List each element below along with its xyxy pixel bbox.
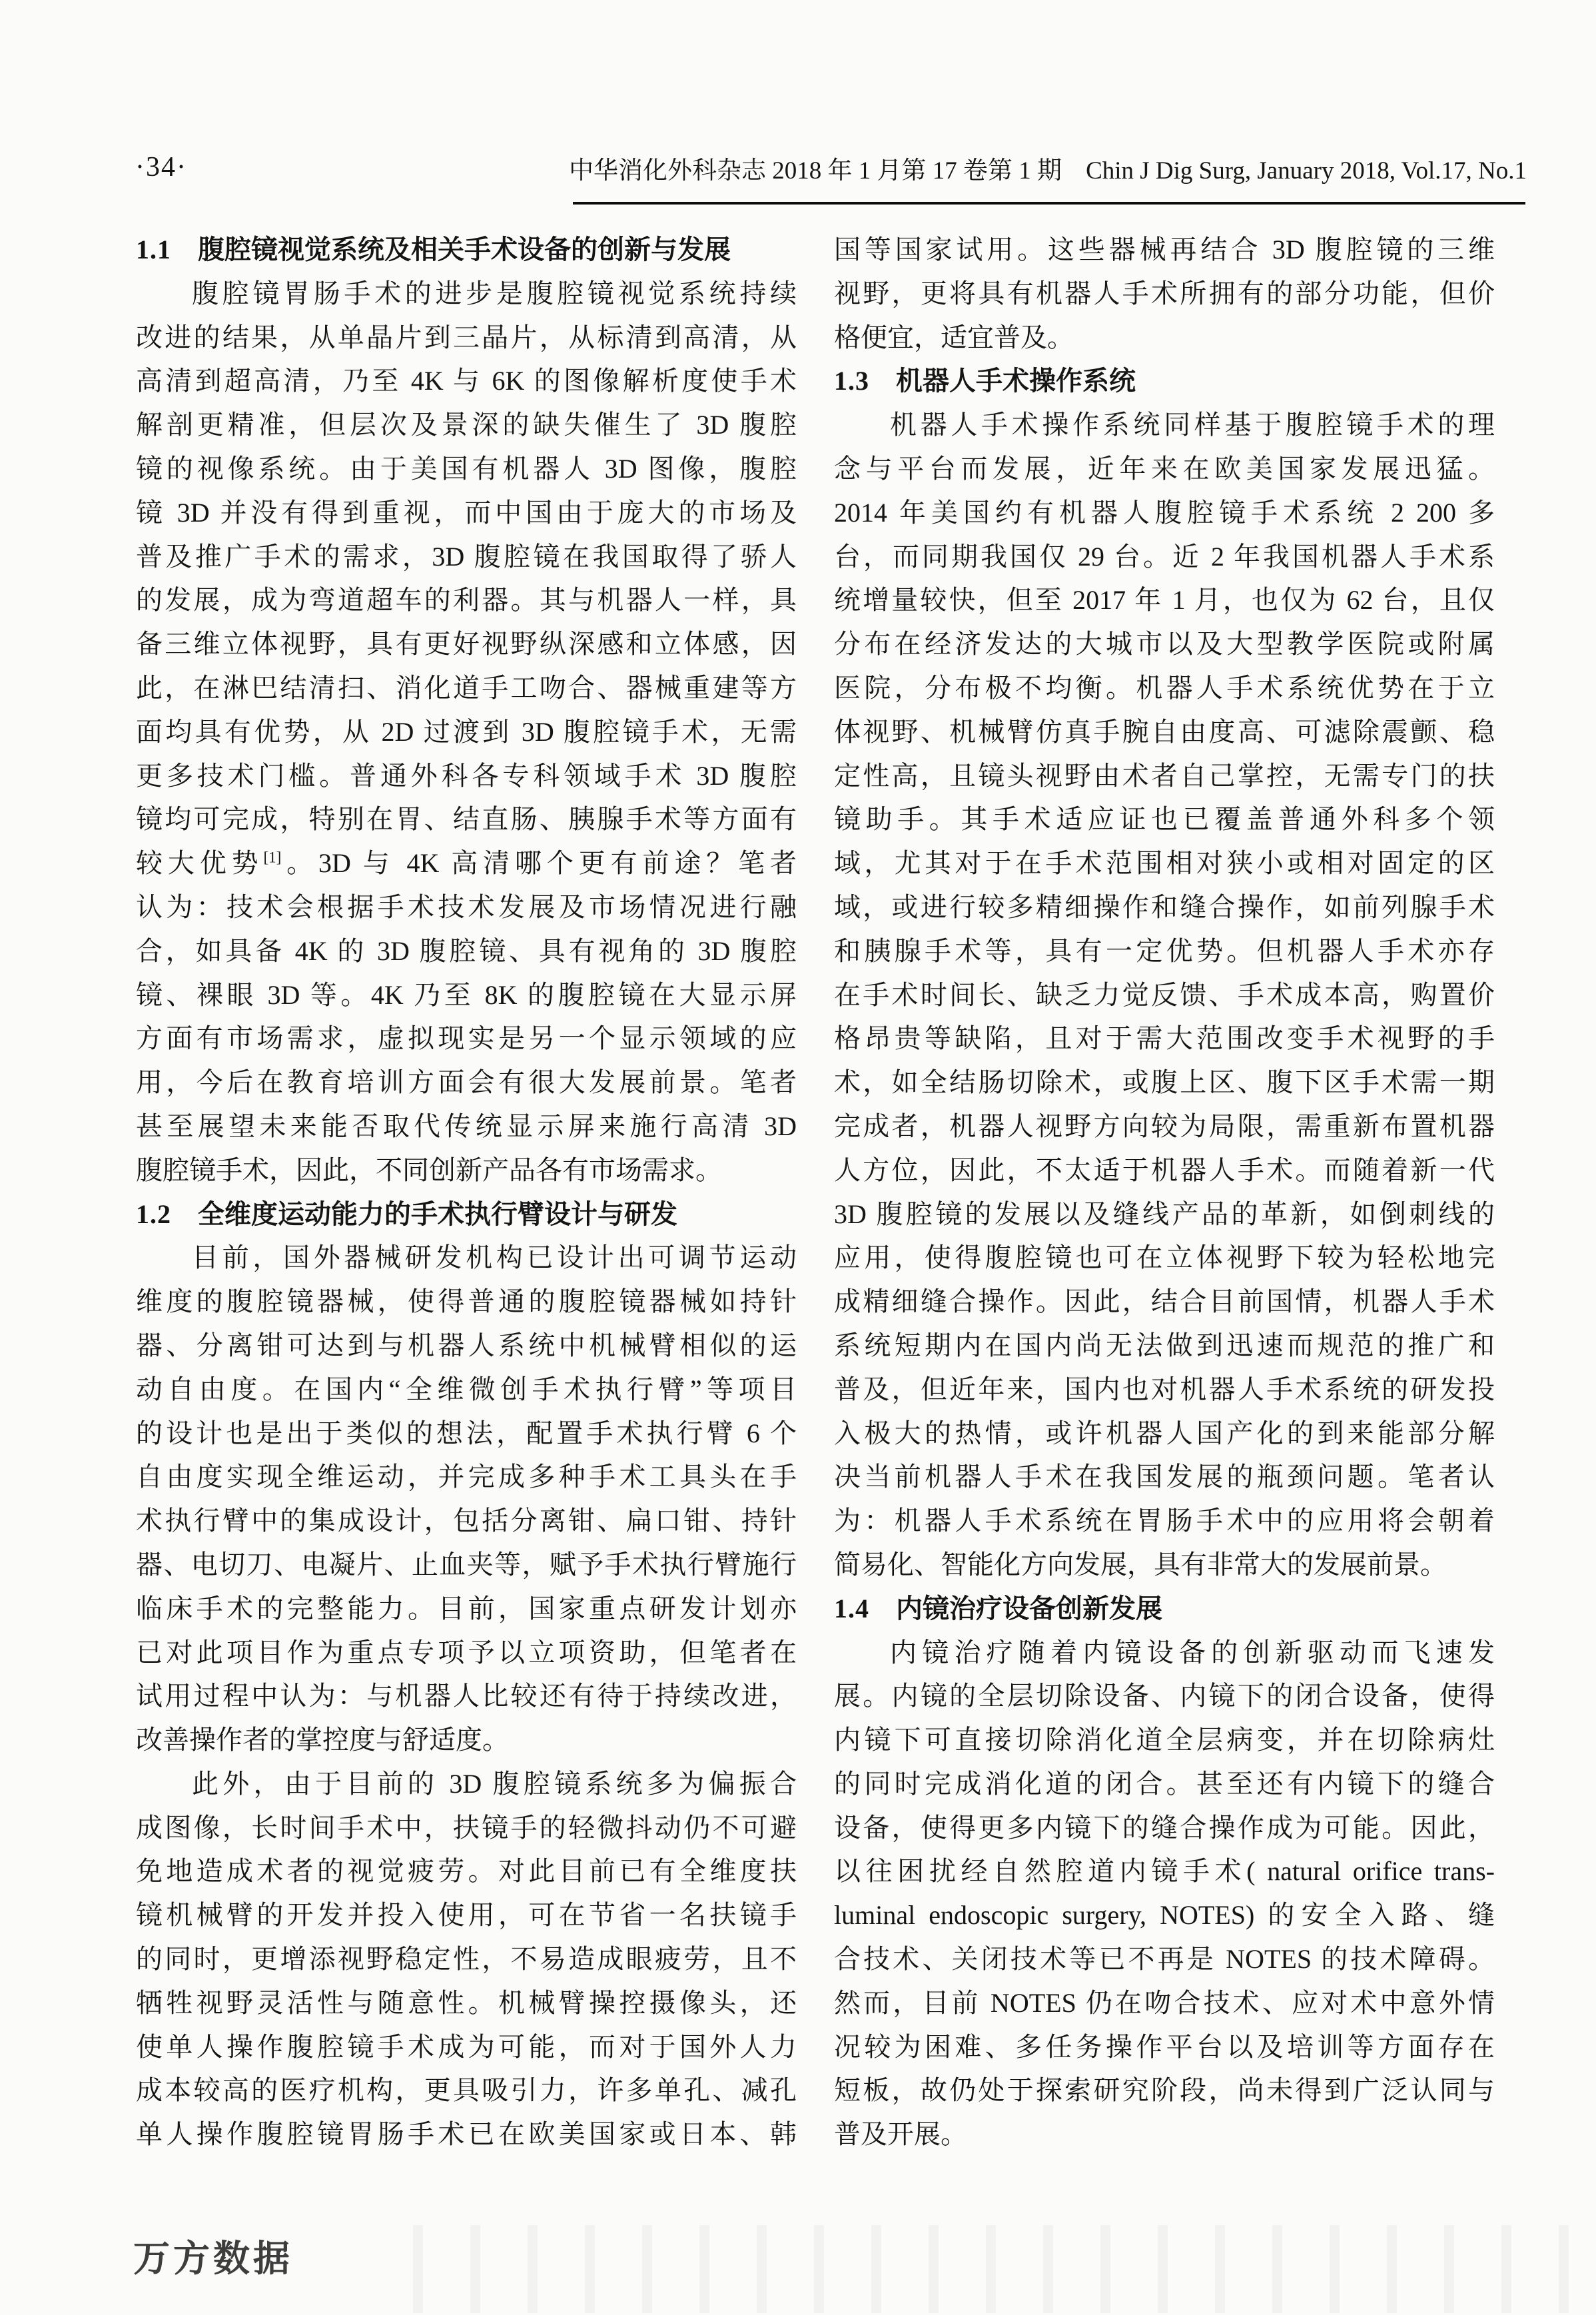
- text-line: 视野，更将具有机器人手术所拥有的部分功能，但价: [834, 278, 1495, 308]
- text-line: 改善操作者的掌控度与舒适度。: [136, 1725, 509, 1755]
- text-line: 此外，由于目前的 3D 腹腔镜系统多为偏振合: [192, 1768, 797, 1799]
- text-line: 完成者，机器人视野方向较为局限，需重新布置机器: [834, 1111, 1495, 1141]
- text-line: 单人操作腹腔镜胃肠手术已在欧美国家或日本、韩: [136, 2119, 797, 2150]
- text-line: 面均具有优势，从 2D 过渡到 3D 腹腔镜手术，无需: [136, 716, 797, 747]
- text-line: 改进的结果，从单晶片到三晶片，从标清到高清，从: [136, 322, 797, 352]
- section-title: 腹腔镜视觉系统及相关手术设备的创新与发展: [198, 234, 731, 264]
- text-line: 使单人操作腹腔镜手术成为可能，而对于国外人力: [136, 2031, 797, 2062]
- text-line: 较大优势[1]。3D 与 4K 高清哪个更有前途？笔者: [136, 848, 797, 879]
- text-line: 普及，但近年来，国内也对机器人手术系统的研发投: [834, 1374, 1495, 1404]
- text-line: 机器人手术操作系统同样基于腹腔镜手术的理: [890, 410, 1495, 440]
- text-line: 已对此项目作为重点专项予以立项资助，但笔者在: [136, 1637, 797, 1667]
- text-line: 设备，使得更多内镜下的缝合操作成为可能。因此，: [834, 1812, 1495, 1843]
- text-line: 合，如具备 4K 的 3D 腹腔镜、具有视角的 3D 腹腔: [136, 935, 797, 966]
- section-title: 内镜治疗设备创新发展: [896, 1593, 1162, 1623]
- text-line: 器、电切刀、电凝片、止血夹等，赋予手术执行臂施行: [136, 1549, 797, 1580]
- text-line: 格便宜，适宜普及。: [834, 322, 1074, 352]
- text-line: 短板，故仍处于探索研究阶段，尚未得到广泛认同与: [834, 2075, 1495, 2106]
- text-line: 更多技术门槛。普通外科各专科领域手术 3D 腹腔: [136, 760, 797, 791]
- section-heading: [834, 359, 1495, 403]
- text-line: luminal endoscopic surgery, NOTES) 的安全入路、缝: [834, 1900, 1495, 1931]
- wanfang-watermark: 万方数据: [133, 2238, 294, 2279]
- section-heading: [136, 1192, 797, 1236]
- text-line: 动自由度。在国内“全维微创手术执行臂”等项目: [136, 1374, 797, 1404]
- text-line: 国等国家试用。这些器械再结合 3D 腹腔镜的三维: [834, 234, 1495, 264]
- article-body: [136, 228, 1495, 2156]
- text-line: 镜 3D 并没有得到重视，而中国由于庞大的市场及: [136, 497, 797, 528]
- text-line: 域，或进行较多精细操作和缝合操作，如前列腺手术: [834, 891, 1495, 922]
- text-line: 镜、裸眼 3D 等。4K 乃至 8K 的腹腔镜在大显示屏: [136, 979, 797, 1010]
- text-line: 以往困扰经自然腔道内镜手术( natural orifice trans-: [834, 1856, 1495, 1887]
- text-line: 系统短期内在国内尚无法做到迅速而规范的推广和: [834, 1330, 1495, 1360]
- text-line: 腹腔镜胃肠手术的进步是腹腔镜视觉系统持续: [192, 278, 797, 308]
- text-line: 医院，分布极不均衡。机器人手术系统优势在于立: [834, 672, 1495, 703]
- scan-artifact: [413, 2225, 1589, 2313]
- text-line: 和胰腺手术等，具有一定优势。但机器人手术亦存: [834, 935, 1495, 966]
- text-line: 腹腔镜手术，因此，不同创新产品各有市场需求。: [136, 1155, 722, 1185]
- text-line: 试用过程中认为：与机器人比较还有待于持续改进，: [136, 1681, 797, 1711]
- text-line: 备三维立体视野，具有更好视野纵深感和立体感，因: [136, 629, 797, 660]
- text-line: 镜的视像系统。由于美国有机器人 3D 图像，腹腔: [136, 453, 797, 484]
- citation-ref: [1]: [263, 849, 282, 866]
- text-line: 高清到超高清，乃至 4K 与 6K 的图像解析度使手术: [136, 366, 797, 396]
- right-column: [834, 228, 1495, 2156]
- text-line: 内镜治疗随着内镜设备的创新驱动而飞速发: [890, 1637, 1495, 1667]
- text-line: 况较为困难、多任务操作平台以及培训等方面存在: [834, 2031, 1495, 2062]
- text-line: 应用，使得腹腔镜也可在立体视野下较为轻松地完: [834, 1242, 1495, 1273]
- text-line: 的发展，成为弯道超车的利器。其与机器人一样，具: [136, 585, 797, 616]
- text-line: 术，如全结肠切除术，或腹上区、腹下区手术需一期: [834, 1067, 1495, 1098]
- section-title: 机器人手术操作系统: [896, 366, 1136, 396]
- text-line: 为：机器人手术系统在胃肠手术中的应用将会朝着: [834, 1506, 1495, 1536]
- section-number: 1.1: [136, 234, 171, 264]
- header-rule: [573, 202, 1525, 205]
- text-line: 3D 腹腔镜的发展以及缝线产品的革新，如倒刺线的: [834, 1198, 1495, 1229]
- text-line: 成图像，长时间手术中，扶镜手的轻微抖动仍不可避: [136, 1812, 797, 1843]
- text-line: 普及推广手术的需求，3D 腹腔镜在我国取得了骄人: [136, 541, 797, 572]
- journal-title-en: Chin J Dig Surg, January 2018, Vol.17, No.1: [1086, 157, 1527, 185]
- text-line: 的同时，更增添视野稳定性，不易造成眼疲劳，且不: [136, 1944, 797, 1975]
- text-line: 展。内镜的全层切除设备、内镜下的闭合设备，使得: [834, 1681, 1495, 1711]
- text-line: 成精细缝合操作。因此，结合目前国情，机器人手术: [834, 1286, 1495, 1317]
- text-line: 台，而同期我国仅 29 台。近 2 年我国机器人手术系: [834, 541, 1495, 572]
- text-line: 合技术、关闭技术等已不再是 NOTES 的技术障碍。: [834, 1944, 1495, 1975]
- section-heading: [136, 228, 797, 272]
- text-line: 念与平台而发展，近年来在欧美国家发展迅猛。: [834, 453, 1495, 484]
- text-line: 决当前机器人手术在我国发展的瓶颈问题。笔者认: [834, 1462, 1495, 1492]
- text-line: 统增量较快，但至 2017 年 1 月，也仅为 62 台，且仅: [834, 585, 1495, 616]
- text-line: 然而，目前 NOTES 仍在吻合技术、应对术中意外情: [834, 1987, 1495, 2018]
- text-line: 人方位，因此，不太适于机器人手术。而随着新一代: [834, 1155, 1495, 1185]
- section-heading: [834, 1587, 1495, 1631]
- text-line: 镜机械臂的开发并投入使用，可在节省一名扶镜手: [136, 1900, 797, 1931]
- left-column: [136, 228, 797, 2156]
- text-line: 格昂贵等缺陷，且对于需大范围改变手术视野的手: [834, 1023, 1495, 1054]
- text-line: 在手术时间长、缺乏力觉反馈、手术成本高，购置价: [834, 979, 1495, 1010]
- text-line: 体视野、机械臂仿真手腕自由度高、可滤除震颤、稳: [834, 716, 1495, 747]
- text-line: 普及开展。: [834, 2119, 967, 2150]
- text-line: 解剖更精准，但层次及景深的缺失催生了 3D 腹腔: [136, 410, 797, 440]
- text-line: 临床手术的完整能力。目前，国家重点研发计划亦: [136, 1593, 797, 1623]
- text-line: 目前，国外器械研发机构已设计出可调节运动: [192, 1242, 797, 1273]
- text-line: 自由度实现全维运动，并完成多种手术工具头在手: [136, 1462, 797, 1492]
- section-number: 1.3: [834, 366, 869, 396]
- section-number: 1.2: [136, 1198, 171, 1229]
- journal-title-cn: 中华消化外科杂志 2018 年 1 月第 17 卷第 1 期: [569, 157, 1062, 185]
- text-line: 牺牲视野灵活性与随意性。机械臂操控摄像头，还: [136, 1987, 797, 2018]
- text-line: 分布在经济发达的大城市以及大型教学医院或附属: [834, 629, 1495, 660]
- running-head: [569, 159, 1527, 183]
- text-line: 镜助手。其手术适应证也已覆盖普通外科多个领: [834, 804, 1495, 835]
- text-line: 2014 年美国约有机器人腹腔镜手术系统 2 200 多: [834, 497, 1495, 528]
- text-line: 维度的腹腔镜器械，使得普通的腹腔镜器械如持针: [136, 1286, 797, 1317]
- section-title: 全维度运动能力的手术执行臂设计与研发: [198, 1198, 677, 1229]
- page-number: ·34·: [135, 152, 187, 183]
- text-line: 甚至展望未来能否取代传统显示屏来施行高清 3D: [136, 1111, 797, 1141]
- text-line: 方面有市场需求，虚拟现实是另一个显示领域的应: [136, 1023, 797, 1054]
- text-line: 的同时完成消化道的闭合。甚至还有内镜下的缝合: [834, 1768, 1495, 1799]
- text-line: 镜均可完成，特别在胃、结直肠、胰腺手术等方面有: [136, 804, 797, 835]
- text-line: 成本较高的医疗机构，更具吸引力，许多单孔、减孔: [136, 2075, 797, 2106]
- text-line: 内镜下可直接切除消化道全层病变，并在切除病灶: [834, 1725, 1495, 1755]
- text-line: 入极大的热情，或许机器人国产化的到来能部分解: [834, 1418, 1495, 1448]
- text-line: 用，今后在教育培训方面会有很大发展前景。笔者: [136, 1067, 797, 1098]
- text-line: 认为：技术会根据手术技术发展及市场情况进行融: [136, 891, 797, 922]
- text-line: 的设计也是出于类似的想法，配置手术执行臂 6 个: [136, 1418, 797, 1448]
- text-line: 此，在淋巴结清扫、消化道手工吻合、器械重建等方: [136, 672, 797, 703]
- text-line: 免地造成术者的视觉疲劳。对此目前已有全维度扶: [136, 1856, 797, 1887]
- text-line: 定性高，且镜头视野由术者自己掌控，无需专门的扶: [834, 760, 1495, 791]
- section-number: 1.4: [834, 1593, 869, 1623]
- text-line: 简易化、智能化方向发展，具有非常大的发展前景。: [834, 1549, 1447, 1580]
- text-line: 术执行臂中的集成设计，包括分离钳、扁口钳、持针: [136, 1506, 797, 1536]
- text-line: 域，尤其对于在手术范围相对狭小或相对固定的区: [834, 848, 1495, 879]
- text-line: 器、分离钳可达到与机器人系统中机械臂相似的运: [136, 1330, 797, 1360]
